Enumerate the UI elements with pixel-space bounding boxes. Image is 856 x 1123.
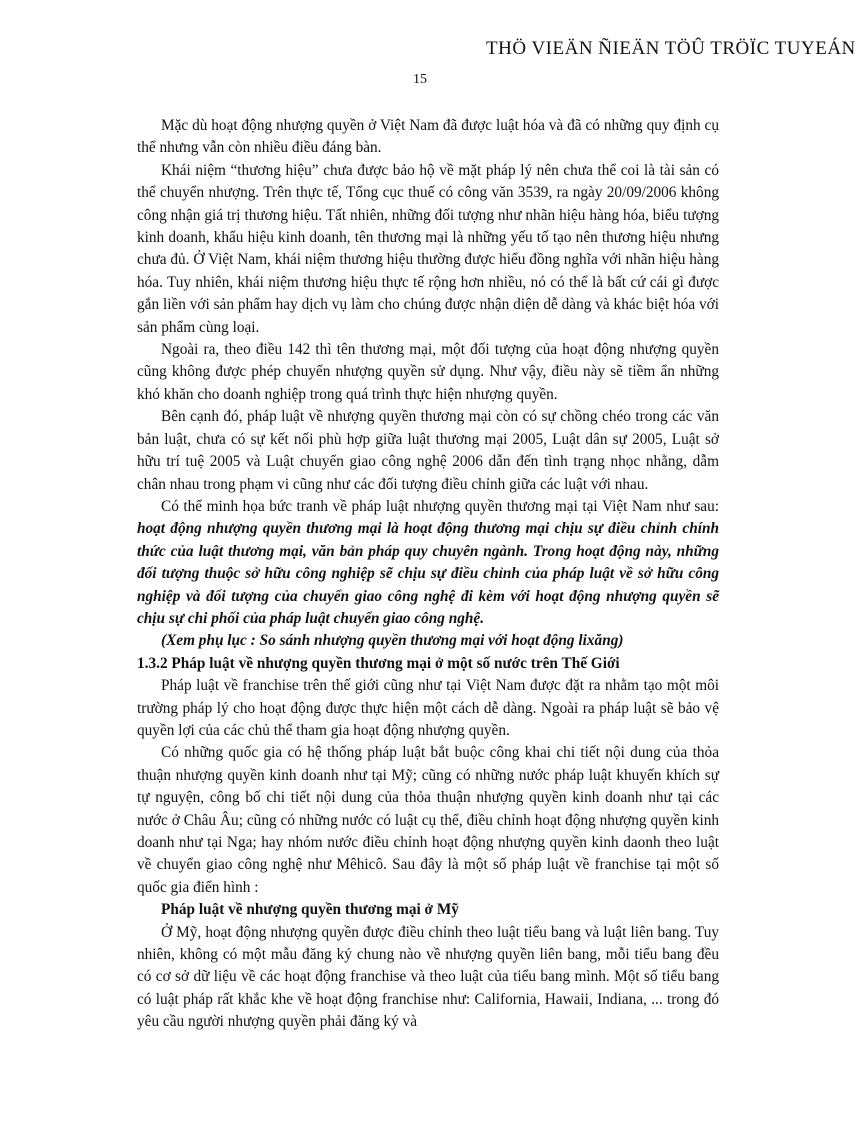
paragraph-5-lead: Có thể minh họa bức tranh về pháp luật nhượng quyền thương mại tại Việt Nam như sau:: [161, 497, 719, 515]
paragraph-5: [137, 496, 719, 630]
paragraph-8: Ở Mỹ, hoạt động nhượng quyền được điều chỉnh theo luật tiểu bang và luật liên bang. Tuy nhiên, không có một mẫu đăng ký chung nào về nhượng quyền liên bang, mỗi tiểu bang đều có cơ sở dữ liệu về các hoạt động franchise và theo luật của tiểu bang mình. Một số tiểu bang có luật pháp rất khắc khe về hoạt động franchise như: California, Hawaii, Indiana, ... trong đó yêu cầu người nhượng quyền phải đăng ký và: [137, 923, 719, 1031]
paragraph-6: Pháp luật về franchise trên thế giới cũng như tại Việt Nam được đặt ra nhằm tạo một môi trường pháp lý cho hoạt động được thực hiện một cách dễ dàng. Ngoài ra pháp luật sẽ bảo vệ quyền lợi của các chủ thể tham gia hoạt động nhượng quyền.: [137, 677, 719, 739]
section-heading: 1.3.2 Pháp luật về nhượng quyền thương mại ở một số nước trên Thế Giới: [137, 654, 620, 672]
page-number: 15: [413, 72, 427, 87]
library-header: THÖ VIEÄN ÑIEÄN TÖÛ TRÖÏC TUYEÁN: [486, 38, 856, 59]
document-body: [137, 115, 719, 1034]
paragraph-7: Có những quốc gia có hệ thống pháp luật bắt buộc công khai chi tiết nội dung của thỏa thuận nhượng quyền kinh doanh như tại Mỹ; cũng có những nước pháp luật khuyến khích sự tự nguyện, công bố chi tiết nội dung của thỏa thuận nhượng quyền kinh doanh như tại các nước ở Châu Âu; cũng có những nước có luật cụ thể, điều chỉnh hoạt động nhượng quyền kinh doanh như tại Nga; hay nhóm nước điều chỉnh hoạt động nhượng quyền kinh daonh theo luật về chuyển giao công nghệ như Mêhicô. Sau đây là một số pháp luật về franchise tại một số quốc gia điển hình :: [137, 744, 719, 896]
paragraph-3: Ngoài ra, theo điều 142 thì tên thương mại, một đối tượng của hoạt động nhượng quyền cũng không được phép chuyển nhượng quyền sử dụng. Như vậy, điều này sẽ tiềm ẩn những khó khăn cho doanh nghiệp trong quá trình thực hiện nhượng quyền.: [137, 341, 719, 403]
subsection-heading: Pháp luật về nhượng quyền thương mại ở Mỹ: [161, 901, 459, 919]
appendix-reference: (Xem phụ lục : So sánh nhượng quyền thương mại với hoạt động lixăng): [161, 632, 624, 650]
paragraph-1: Mặc dù hoạt động nhượng quyền ở Việt Nam đã được luật hóa và đã có những quy định cụ thể nhưng vẫn còn nhiều điều đáng bàn.: [137, 117, 719, 157]
paragraph-2: Khái niệm “thương hiệu” chưa được bảo hộ về mặt pháp lý nên chưa thể coi là tài sản có thể chuyển nhượng. Trên thực tế, Tổng cục thuế có công văn 3539, ra ngày 20/09/2006 không công nhận giá trị thương hiệu. Tất nhiên, những đối tượng như nhãn hiệu hàng hóa, biểu tượng kinh doanh, khẩu hiệu kinh doanh, tên thương mại là những yếu tố tạo nên thương hiệu nhưng chưa đủ. Ở Việt Nam, khái niệm thương hiệu thường được hiểu đồng nghĩa với nhãn hiệu hàng hóa. Tuy nhiên, khái niệm thương hiệu thực tế rộng hơn nhiều, nó có thể là bất cứ cái gì được gắn liền với sản phẩm hay dịch vụ làm cho chúng được nhận diện dễ dàng và khác biệt hóa với sản phẩm cùng loại.: [137, 161, 719, 336]
paragraph-5-emphasis: hoạt động nhượng quyền thương mại là hoạt động thương mại chịu sự điều chỉnh chính thức của luật thương mại, văn bản pháp quy chuyên ngành. Trong hoạt động này, những đối tượng thuộc sở hữu công nghiệp sẽ chịu sự điều chỉnh của pháp luật về sở hữu công nghiệp và đối tượng của chuyển giao công nghệ đi kèm với hoạt động nhượng quyền sẽ chịu sự chi phối của pháp luật chuyển giao công nghệ.: [137, 520, 719, 627]
paragraph-4: Bên cạnh đó, pháp luật về nhượng quyền thương mại còn có sự chồng chéo trong các văn bản luật, chưa có sự kết nối phù hợp giữa luật thương mại 2005, Luật dân sự 2005, Luật sở hữu trí tuệ 2005 và Luật chuyển giao công nghệ 2006 dẫn đến tình trạng nhọc nhằng, dẫm chân nhau trong phạm vi cũng như các đối tượng điều chỉnh giữa các luật với nhau.: [137, 408, 719, 493]
